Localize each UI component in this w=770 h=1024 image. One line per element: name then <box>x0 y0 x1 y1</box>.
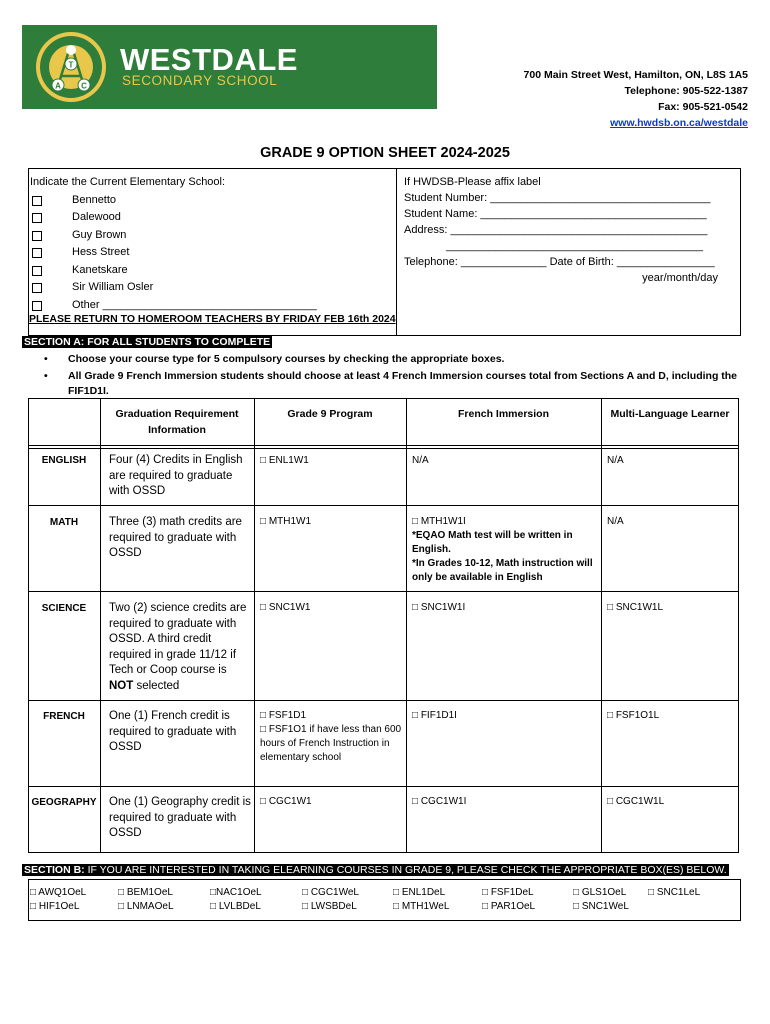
header-grade-9-program: Grade 9 Program <box>287 408 373 420</box>
checkbox-icon[interactable] <box>32 213 42 223</box>
option-enl1w1[interactable]: □ ENL1W1 <box>260 455 309 466</box>
section-a-title: SECTION A: FOR ALL STUDENTS TO COMPLETE <box>24 336 271 348</box>
crest-letter-a: A <box>55 81 61 91</box>
elearning-option[interactable]: □ ENL1DeL <box>393 887 446 898</box>
elearning-option[interactable]: □ SNC1WeL <box>573 901 629 912</box>
address: 700 Main Street West, Hamilton, ON, L8S 1A5 <box>523 69 748 81</box>
req-english: Four (4) Credits in English are required to graduate with OSSD <box>109 454 243 497</box>
school-option[interactable]: Hess Street <box>30 244 317 262</box>
option-mth1w1i <box>412 515 600 585</box>
elearning-option[interactable]: □ AWQ1OeL <box>30 887 87 898</box>
return-note: PLEASE RETURN TO HOMEROOM TEACHERS BY FRIDAY FEB 16th 2024 <box>29 313 396 325</box>
hwdsb-label: If HWDSB-Please affix label <box>404 176 541 188</box>
elearning-option[interactable]: □ BEM1OeL <box>118 887 173 898</box>
option-mth1w1[interactable]: □ MTH1W1 <box>260 516 312 527</box>
school-option[interactable]: Sir William Osler <box>30 279 317 297</box>
checkbox-icon[interactable] <box>32 231 42 241</box>
school-option[interactable]: Bennetto <box>30 192 317 210</box>
elearning-option[interactable]: □ HIF1OeL <box>30 901 80 912</box>
option-fsf1o1l[interactable]: □ FSF1O1L <box>607 710 660 721</box>
elearning-option[interactable]: □ GLS1OeL <box>573 887 627 898</box>
section-b-title: SECTION B: IF YOU ARE INTERESTED IN TAKING ELEARNING COURSES IN GRADE 9, PLEASE CHECK THE APPROPRIATE BOX(ES) BELOW. <box>24 864 727 876</box>
header-french-immersion: French Immersion <box>457 408 550 420</box>
subject-english: ENGLISH <box>41 455 87 466</box>
option-snc1w1l[interactable]: □ SNC1W1L <box>607 602 664 613</box>
address-field[interactable]: Address: __________________________________________ <box>404 224 708 236</box>
req-french: One (1) French credit is required to graduate with OSSD <box>109 710 237 753</box>
school-option[interactable]: Guy Brown <box>30 227 317 245</box>
school-option[interactable]: Kanetskare <box>30 262 317 280</box>
elearning-box <box>28 879 741 921</box>
telephone: Telephone: 905-522-1387 <box>624 85 748 97</box>
option-cgc1w1i[interactable]: □ CGC1W1I <box>412 796 467 807</box>
school-contact <box>524 67 748 131</box>
student-name-field[interactable]: Student Name: _____________________________________ <box>404 208 707 220</box>
option-snc1w1i[interactable]: □ SNC1W1I <box>412 602 466 613</box>
elearning-option[interactable]: □ MTH1WeL <box>393 901 450 912</box>
option-fsf1d1[interactable]: □ FSF1D1 <box>260 710 307 721</box>
fax: Fax: 905-521-0542 <box>658 101 748 113</box>
option-math-mll: N/A <box>607 516 624 527</box>
school-name: WESTDALE <box>120 42 298 77</box>
header-multi-language-learner: Multi-Language Learner <box>610 408 730 420</box>
school-question <box>30 174 317 314</box>
checkbox-icon[interactable] <box>32 266 42 276</box>
school-option-other[interactable]: Other ___________________________________ <box>30 297 317 315</box>
req-science: Two (2) science credits are required to graduate with OSSD. A third credit required in grade 11/12 if Tech or Coop course is NOT selected <box>109 602 247 692</box>
student-info <box>404 174 718 286</box>
website-link[interactable]: www.hwdsb.on.ca/westdale <box>610 117 748 129</box>
elearning-option[interactable]: □ CGC1WeL <box>302 887 359 898</box>
subject-geography: GEOGRAPHY <box>31 797 97 808</box>
dob-format: year/month/day <box>642 272 718 284</box>
address-field-2[interactable]: __________________________________________ <box>446 240 703 252</box>
req-math: Three (3) math credits are required to graduate with OSSD <box>109 516 242 559</box>
student-number-field[interactable]: Student Number: ____________________________________ <box>404 192 711 204</box>
checkbox-icon[interactable] <box>32 196 42 206</box>
option-english-fi: N/A <box>412 455 429 466</box>
subject-french: FRENCH <box>43 711 85 722</box>
option-french-g9 <box>260 709 402 765</box>
elearning-option[interactable]: □ PAR1OeL <box>482 901 536 912</box>
header-graduation-requirement: Graduation Requirement Information <box>115 408 239 436</box>
eqao-note: *EQAO Math test will be written in English. <box>412 530 573 555</box>
crest-letter-c: C <box>81 81 87 91</box>
option-english-mll: N/A <box>607 455 624 466</box>
crest-letter-t: T <box>68 60 74 70</box>
option-snc1w1[interactable]: □ SNC1W1 <box>260 602 311 613</box>
elearning-option[interactable]: □ SNC1LeL <box>648 887 701 898</box>
req-geography: One (1) Geography credit is required to graduate with OSSD <box>109 796 251 839</box>
checkbox-icon[interactable] <box>32 301 42 311</box>
school-crest-icon <box>34 30 108 104</box>
elearning-option[interactable]: □ LWSBDeL <box>302 901 357 912</box>
elearning-option[interactable]: □ FSF1DeL <box>482 887 534 898</box>
option-cgc1w1[interactable]: □ CGC1W1 <box>260 796 312 807</box>
option-cgc1w1l[interactable]: □ CGC1W1L <box>607 796 665 807</box>
math-english-note: *In Grades 10-12, Math instruction will only be available in English <box>412 558 593 583</box>
telephone-dob-field[interactable]: Telephone: ______________ Date of Birth: ________________ <box>404 256 715 268</box>
school-subtitle: SECONDARY SCHOOL <box>122 73 278 88</box>
elearning-option[interactable]: □ LNMAOeL <box>118 901 174 912</box>
option-fsf1o1[interactable]: □ FSF1O1 if have less than 600 hours of French Instruction in elementary school <box>260 724 402 763</box>
option-fif1d1i[interactable]: □ FIF1D1I <box>412 710 457 721</box>
school-option[interactable]: Dalewood <box>30 209 317 227</box>
elearning-option[interactable]: □ LVLBDeL <box>210 901 261 912</box>
option-mth1w1i-check[interactable]: □ MTH1W1I <box>412 516 466 527</box>
subject-science: SCIENCE <box>41 603 87 614</box>
checkbox-icon[interactable] <box>32 248 42 258</box>
checkbox-icon[interactable] <box>32 283 42 293</box>
school-question-label: Indicate the Current Elementary School: <box>30 176 226 188</box>
subject-math: MATH <box>49 517 79 528</box>
elearning-option[interactable]: □NAC1OeL <box>210 887 262 898</box>
page-title: GRADE 9 OPTION SHEET 2024-2025 <box>260 145 510 161</box>
